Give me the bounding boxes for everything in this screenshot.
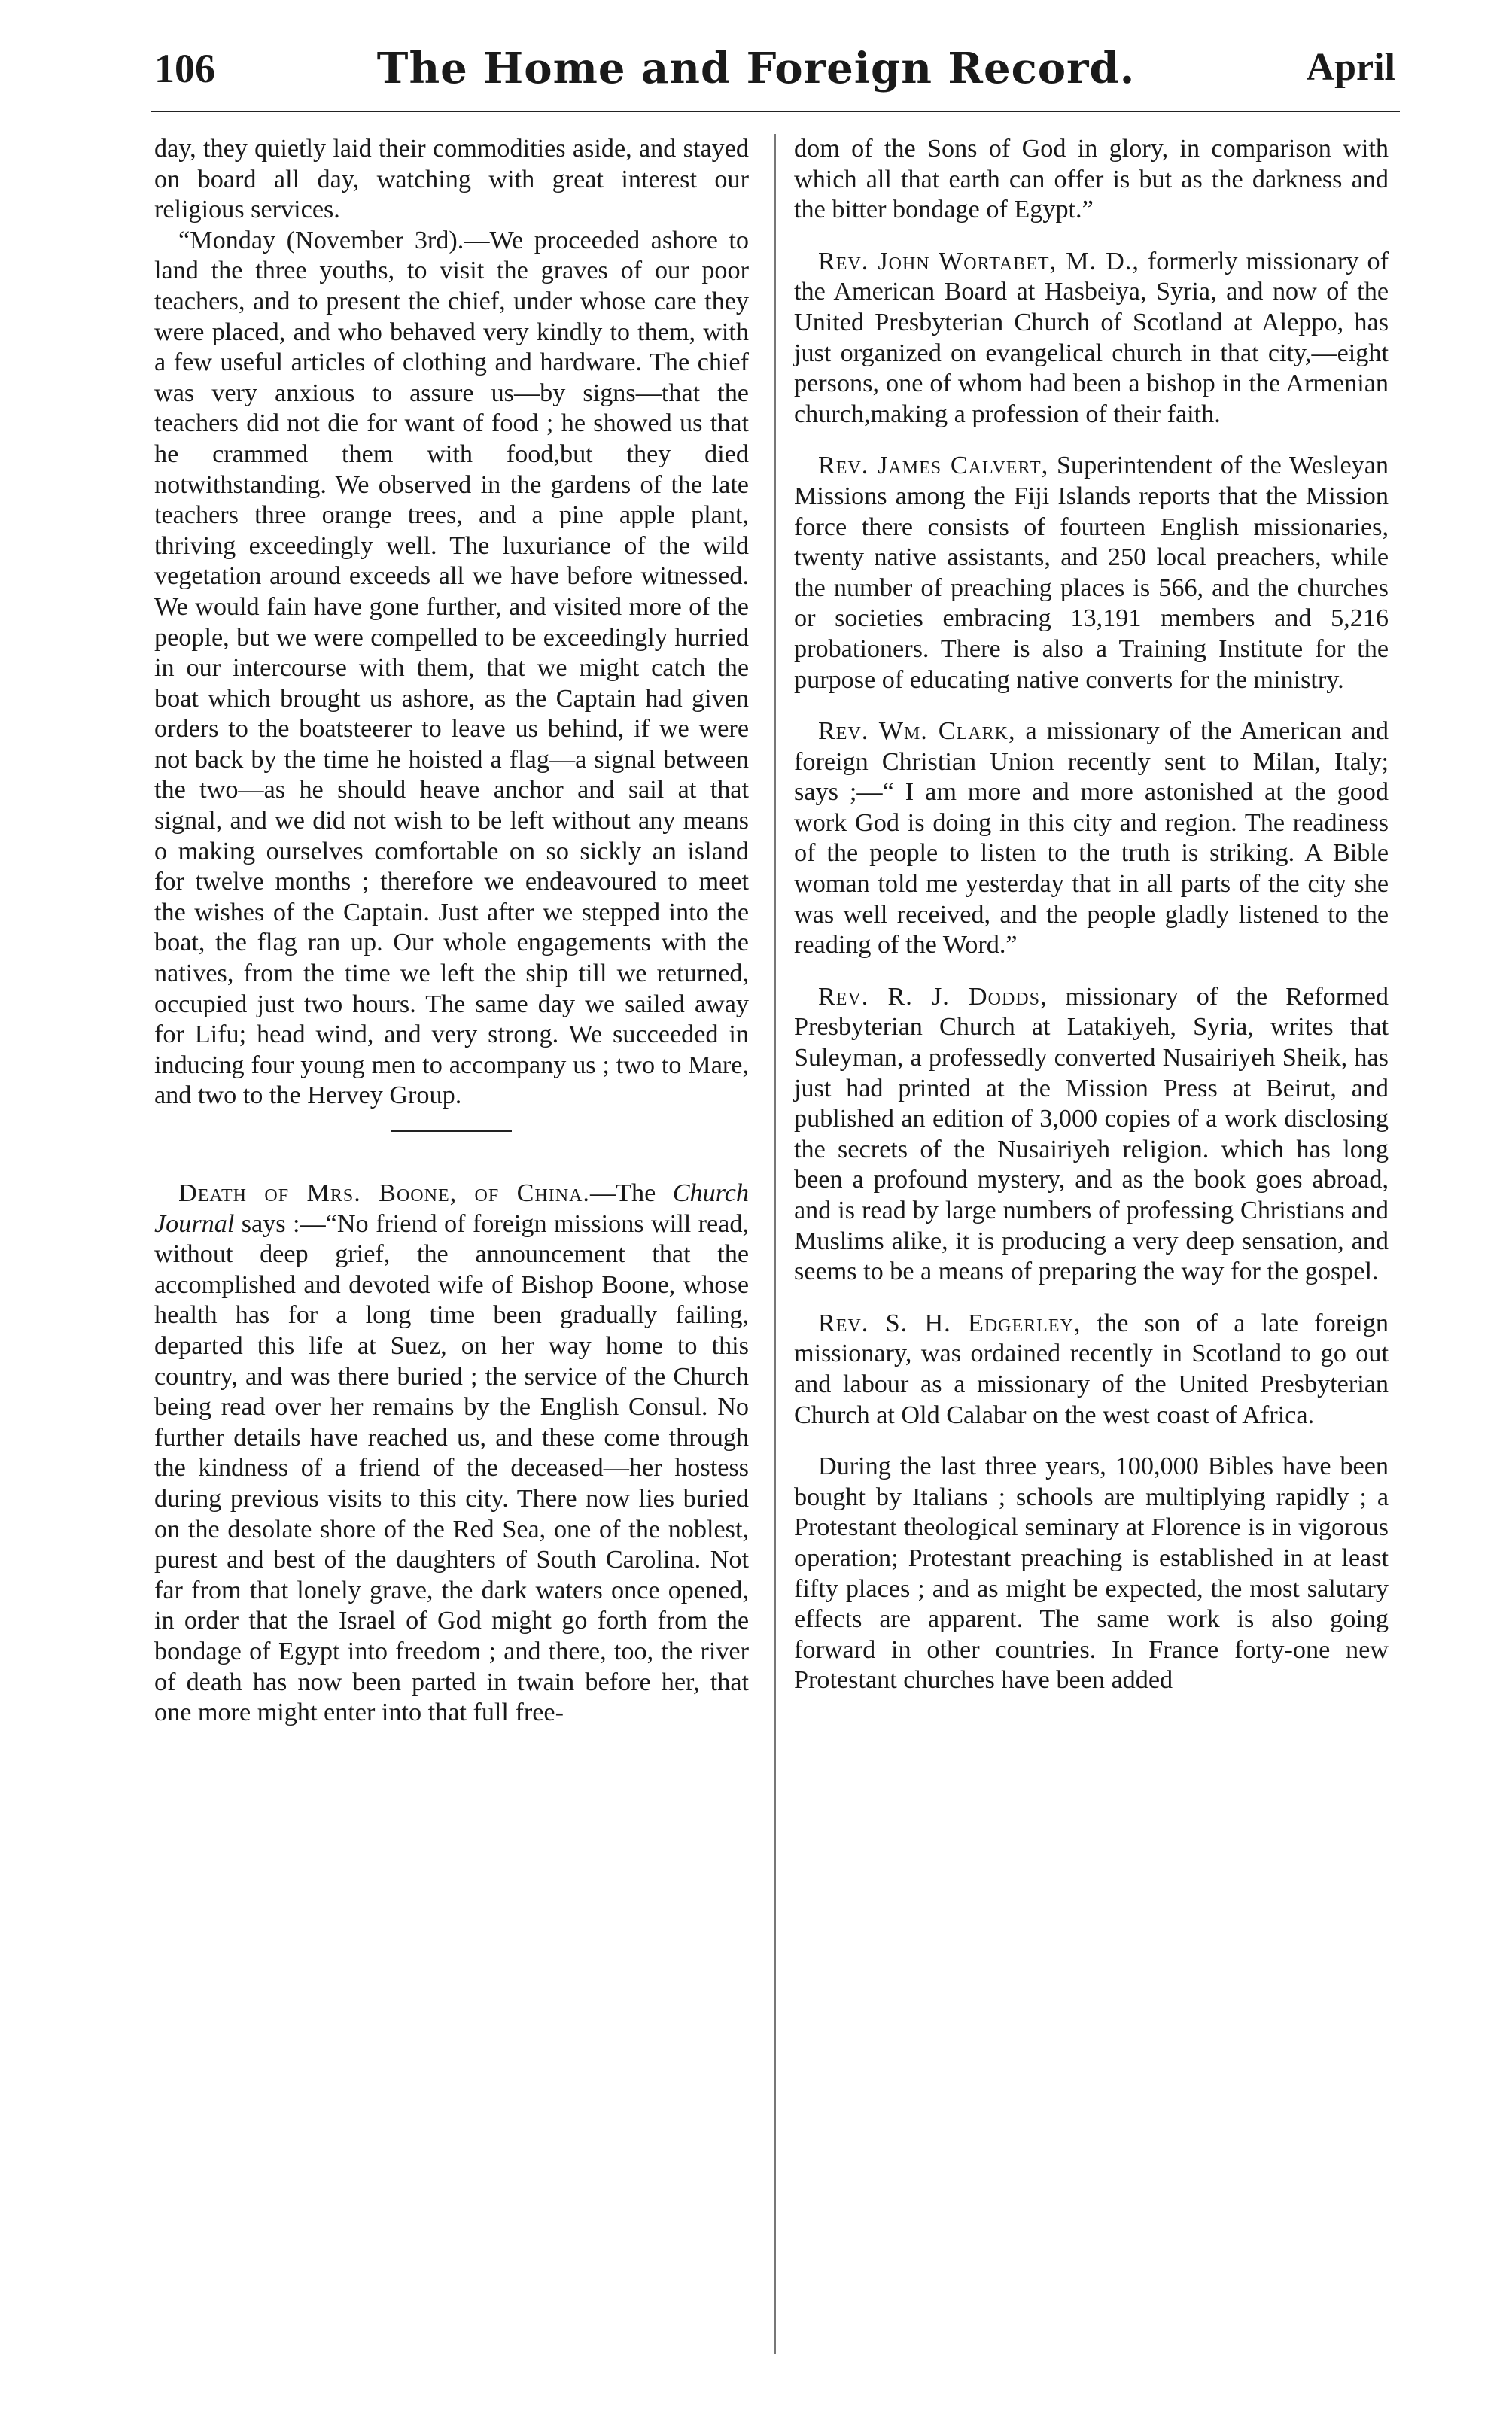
left-column <box>154 134 749 1729</box>
paragraph-continued: day, they quietly laid their commodities aside, and stayed on board all day, watching with great interest our religious services. <box>154 135 749 224</box>
journal-name: Church Journal <box>154 1179 749 1238</box>
body-text: missionary of the Reformed Presbyterian Church at Latakiyeh, Syria, writes that Suleyman, a professedly converted Nusairiyeh Sheik, has just had printed at the Mission Press at Beirut, and published an edition of 3,000 copies of a work disclosing the secrets of the Nusairiyeh religion. which has long been a profound mystery, and as the book goes abroad, and is read by large numbers of professing Christians and Muslims alike, it is producing a very deep sensation, and seems to be a means of preparing the way for the gospel. <box>794 982 1389 1286</box>
paragraph-monday-entry: “Monday (November 3rd).—We proceeded ashore to land the three youths, to visit the graves of our poor teachers, and to present the chief, under whose care they were placed, and who behaved very kindly to them, with a few useful articles of clothing and hardware. The chief was very anxious to assure us—by signs—that the teachers did not die for want of food ; he showed us that he crammed them with food,but they died notwithstanding. We observed in the gardens of the late teachers three orange trees, and a pine apple plant, thriving exceedingly well. The luxuriance of the wild vegetation around exceeds all we have before witnessed. We would fain have gone further, and visited more of the people, but we were compelled to be exceedingly hurried in our intercourse with them, that we might catch the boat which brought us ashore, as the Captain had given orders to the boatsteerer to leave us behind, if we were not back by the time he hoisted a flag—a signal between the two—as he should heave anchor and sail at that signal, and we did not wish to be left without any means o making ourselves comfortable on so sickly an island for twelve months ; therefore we endeavoured to meet the wishes of the Captain. Just after we stepped into the boat, the flag ran up. Our whole engagements with the natives, from the time we left the ship till we returned, occupied just two hours. The same day we sailed away for Lifu; head wind, and very strong. We succeeded in inducing four young men to accompany us ; two to Mare, and two to the Hervey Group. <box>154 226 749 1110</box>
page-number: 106 <box>154 46 215 91</box>
body-text: Superintendent of the Wesleyan Missions among the Fiji Islands reports that the Mission force there consists of fourteen English missionaries, twenty native assistants, and 250 local preachers, while the number of preaching places is 566, and the churches or societies embracing 13,191 members and 5,216 probationers. There is also a Training Institute for the purpose of educating native converts for the ministry. <box>794 452 1389 694</box>
person-name: Rev. James Calvert, <box>818 452 1049 480</box>
person-name: Rev. Wm. Clark, <box>818 717 1016 746</box>
paragraph-clark <box>794 716 1389 961</box>
page-header <box>0 0 1512 132</box>
paragraph-death-of-mrs-boone <box>154 1179 749 1729</box>
paragraph-calvert <box>794 451 1389 695</box>
paragraph-bibles-italy: During the last three years, 100,000 Bibles have been bought by Italians ; schools are multiplying rapidly ; a Protestant theological seminary at Florence is in vigorous operation; Protestant preaching is established in at least fifty places ; and as might be expected, the most salutary effects are apparent. The same work is also going forward in other countries. In France forty-one new Protestant churches have been added <box>794 1452 1389 1695</box>
body-text: formerly missionary of the American Board at Hasbeiya, Syria, and now of the United Presbyterian Church of Scotland at Aleppo, has just organized on evangelical church in that city,—eight persons, one of whom had been a bishop in the Armenian church,making a profession of their faith. <box>794 247 1389 428</box>
issue-month: April <box>1306 46 1395 89</box>
paragraph-edgerley <box>794 1309 1389 1431</box>
paragraph-continued: dom of the Sons of God in glory, in comparison with which all that earth can offer is but as the darkness and the bitter bondage of Egypt.” <box>794 135 1389 224</box>
section-divider <box>391 1130 512 1132</box>
journal-title: The Home and Foreign Record. <box>376 44 1136 93</box>
person-name: Rev. John Wortabet, M. D., <box>818 247 1139 275</box>
header-rule <box>151 111 1400 117</box>
body-text: the son of a late foreign missionary, was ordained recently in Scotland to go out and labour as a missionary of the United Presbyterian Church at Old Calabar on the west coast of Africa. <box>794 1309 1389 1429</box>
body-text: a missionary of the American and foreign Christian Union recently sent to Milan, Italy; says ;—“ I am more and more astonished at the good work God is doing in this city and region. The readiness of the people to listen to the truth is striking. A Bible woman told me yesterday that in all parts of the city she was well received, and the people gladly listened to the reading of the Word.” <box>794 717 1389 960</box>
column-divider <box>774 134 776 2354</box>
person-name: Rev. S. H. Edgerley, <box>818 1309 1082 1337</box>
person-name: Rev. R. J. Dodds, <box>818 982 1048 1011</box>
paragraph-dodds <box>794 982 1389 1288</box>
section-heading: Death of Mrs. Boone, of China. <box>178 1179 590 1207</box>
right-column <box>794 134 1389 1696</box>
intro-text: —The <box>589 1179 673 1207</box>
body-text: says :—“No friend of foreign missions will read, without deep grief, the announcement that the accomplished and devoted wife of Bishop Boone, whose health has for a long time been gradually failing, departed this life at Suez, on her way home to this country, and was there buried ; the service of the Church being read over her remains by the English Consul. No further details have reached us, and these come through the kindness of a friend of the deceased—her hostess during previous visits to this city. There now lies buried on the desolate shore of the Red Sea, one of the noblest, purest and best of the daughters of South Carolina. Not far from that lonely grave, the dark waters once opened, in order that the Israel of God might go forth from the bondage of Egypt into freedom ; and there, too, the river of death has now been parted in twain before her, that one more might enter into that full free- <box>154 1209 749 1727</box>
paragraph-wortabet <box>794 247 1389 430</box>
